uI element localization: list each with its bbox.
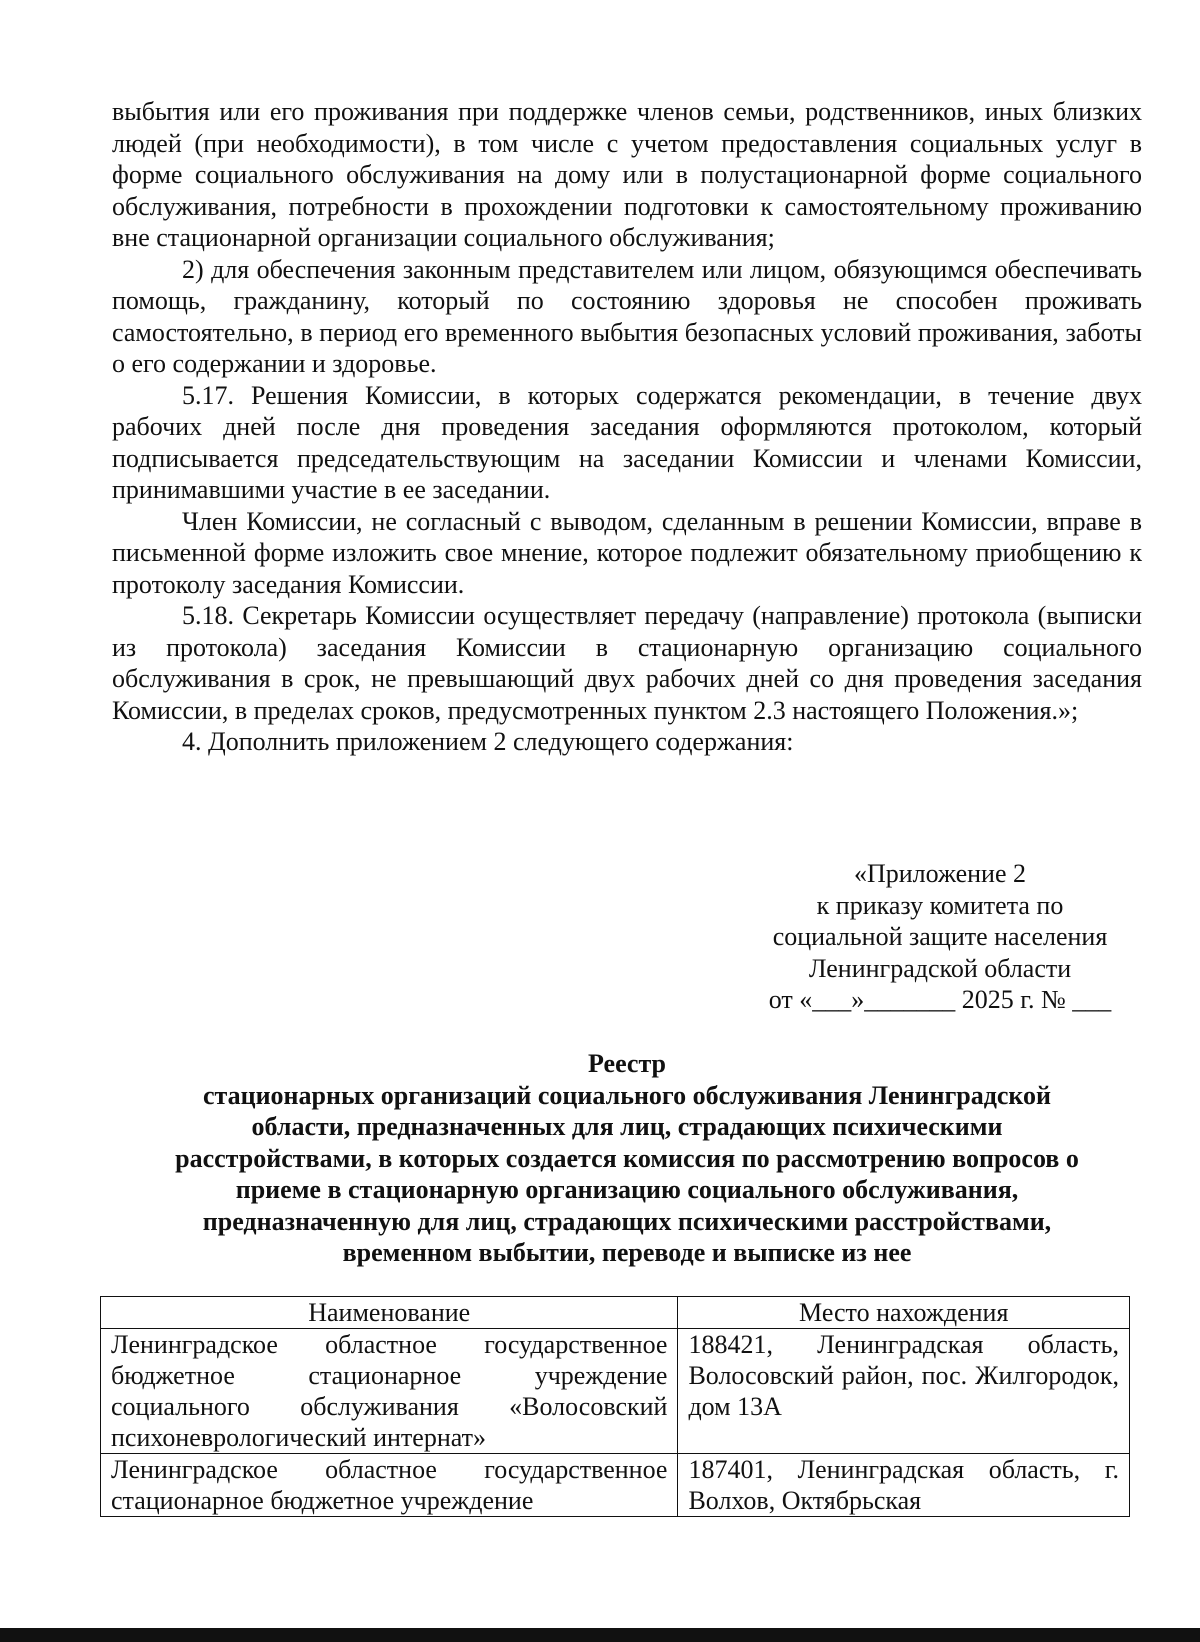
registry-subtitle-line: области, предназначенных для лиц, страдающих психическими [251, 1112, 1003, 1141]
registry-subtitle-line: предназначенную для лиц, страдающих психическими расстройствами, [202, 1206, 1052, 1236]
appendix-line: к приказу комитета по [816, 890, 1064, 920]
cell-location: 188421, Ленинградская область, Волосовский район, пос. Жилгородок, дом 13А [678, 1329, 1130, 1454]
body-text [112, 96, 1142, 758]
registry-heading: Реестр [587, 1049, 667, 1078]
table-row [101, 1329, 1130, 1454]
table-header-row [101, 1297, 1130, 1329]
registry-subtitle-line: временном выбытии, переводе и выписке из нее [342, 1238, 912, 1267]
cell-location: 187401, Ленинградская область, г. Волхов, Октябрьская [678, 1454, 1130, 1517]
paragraph-5-18: 5.18. Секретарь Комиссии осуществляет передачу (направление) протокола (выписки из протокола) заседания Комиссии в стационарную организацию социального обслуживания в срок, не превышающий двух рабочих дней со дня проведения заседания Комиссии, в пределах сроков, предусмотренных пунктом 2.3 настоящего Положения.»; [112, 601, 1142, 725]
cell-name: Ленинградское областное государственное стационарное бюджетное учреждение [101, 1454, 678, 1517]
appendix-line: от «___»_______ 2025 г. № ___ [768, 985, 1112, 1014]
registry-subtitle-line: приеме в стационарную организацию социального обслуживания, [235, 1175, 1019, 1204]
column-header-location: Место нахождения [678, 1297, 1130, 1329]
paragraph-continuation: выбытия или его проживания при поддержке членов семьи, родственников, иных близких людей (при необходимости), в том числе с учетом предоставления социальных услуг в форме социального обслуживания на дому или в полустационарной форме социального обслуживания, потребности в прохождении подготовки к самостоятельному проживанию вне стационарной организации социального обслуживания; [112, 97, 1142, 252]
paragraph-item-4: 4. Дополнить приложением 2 следующего содержания: [182, 727, 794, 756]
registry-title [110, 1048, 1144, 1269]
appendix-line: социальной защите населения [772, 922, 1108, 951]
appendix-line: Ленинградской области [808, 953, 1072, 983]
registry-table [100, 1296, 1130, 1517]
paragraph-5-17: 5.17. Решения Комиссии, в которых содержатся рекомендации, в течение двух рабочих дней после дня проведения заседания оформляются протоколом, который подписывается председательствующим на заседании Комиссии и членами Комиссии, принимавшими участие в ее заседании. [112, 380, 1142, 504]
paragraph-item-2: 2) для обеспечения законным представителем или лицом, обязующимся обеспечивать помощь, гражданину, который по состоянию здоровья не способен проживать самостоятельно, в период его временного выбытия безопасных условий проживания, заботы о его содержании и здоровье. [112, 254, 1142, 378]
paragraph-member-opinion: Член Комиссии, не согласный с выводом, сделанным в решении Комиссии, вправе в письменной форме изложить свое мнение, которое подлежит обязательному приобщению к протоколу заседания Комиссии. [112, 506, 1142, 599]
appendix-line: «Приложение 2 [853, 859, 1027, 888]
registry-subtitle-line: стационарных организаций социального обслуживания Ленинградской [202, 1080, 1052, 1110]
appendix-header [700, 858, 1180, 1016]
table-row [101, 1454, 1130, 1517]
cell-name: Ленинградское областное государственное бюджетное стационарное учреждение социального обслуживания «Волосовский психоневрологический интернат» [101, 1329, 678, 1454]
scan-edge [0, 1628, 1200, 1642]
registry-subtitle-line: расстройствами, в которых создается комиссия по рассмотрению вопросов о [175, 1143, 1079, 1173]
column-header-name: Наименование [101, 1297, 678, 1329]
